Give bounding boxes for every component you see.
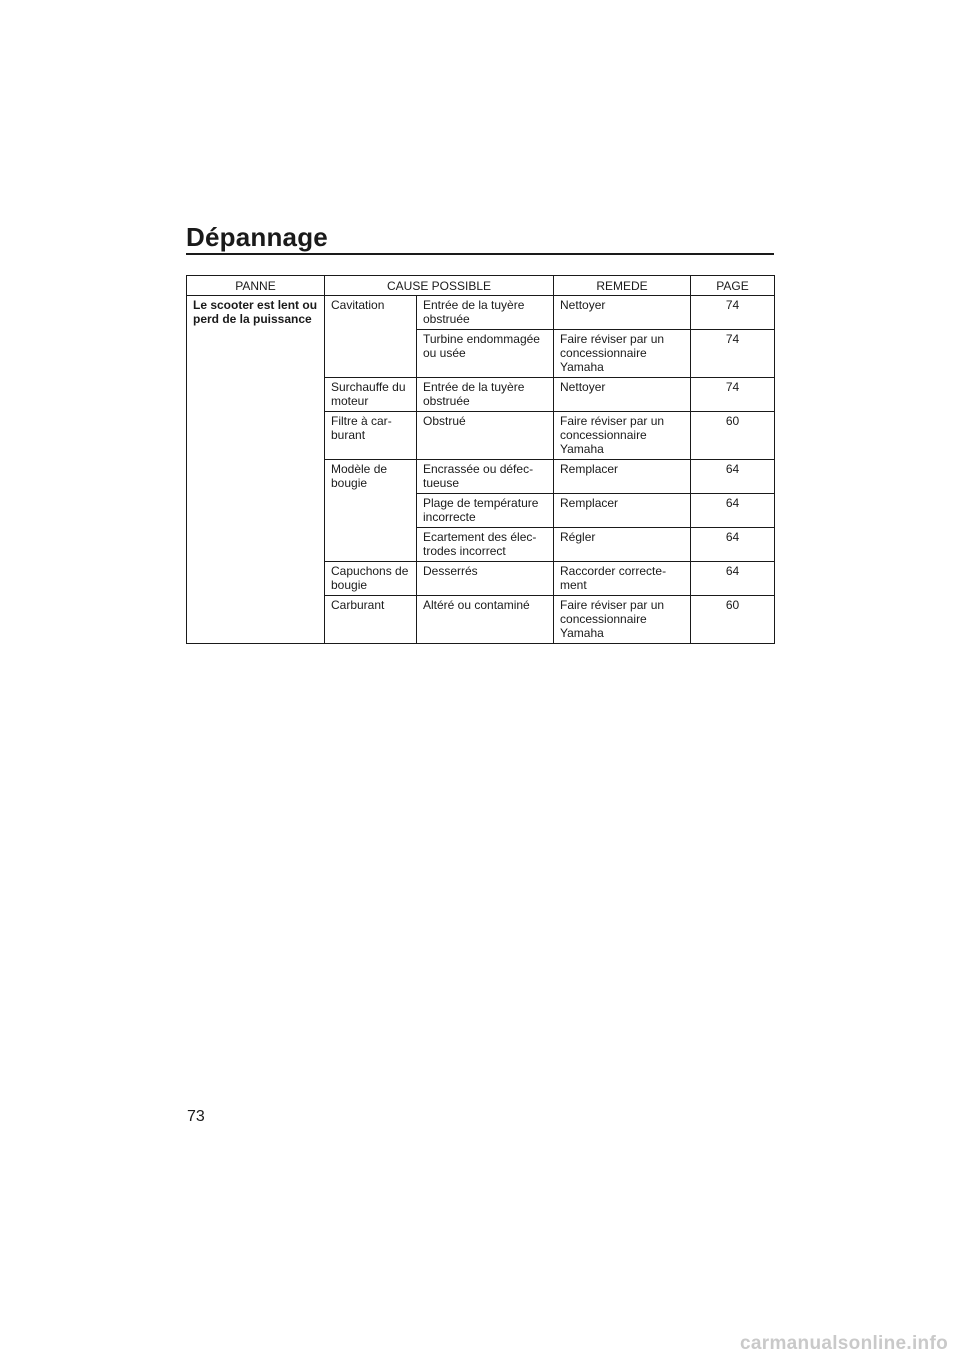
detail-cell: Altéré ou contaminé: [417, 596, 554, 644]
header-remede: REMEDE: [554, 276, 691, 296]
detail-cell: Desserrés: [417, 562, 554, 596]
page-ref-cell: 64: [691, 460, 775, 494]
remede-cell: Nettoyer: [554, 296, 691, 330]
remede-cell: Nettoyer: [554, 378, 691, 412]
detail-cell: Entrée de la tuyère obstruée: [417, 296, 554, 330]
detail-cell: Encrassée ou défectueuse: [417, 460, 554, 494]
page-title: Dépannage: [186, 222, 328, 252]
page-number: 73: [187, 1108, 205, 1125]
remede-cell: Faire réviser par un concessionnaire Yamaha: [554, 412, 691, 460]
detail-cell: Turbine endommagée ou usée: [417, 330, 554, 378]
table-header: [187, 276, 775, 296]
cause-cell: Capuchons de bougie: [325, 562, 417, 596]
remede-cell: Faire réviser par un concessionnaire Yamaha: [554, 596, 691, 644]
detail-cell: Entrée de la tuyère obstruée: [417, 378, 554, 412]
cause-cell: Surchauffe du moteur: [325, 378, 417, 412]
detail-cell: Plage de température incorrecte: [417, 494, 554, 528]
detail-cell: Ecartement des électrodes incorrect: [417, 528, 554, 562]
footer-watermark: carmanualsonline.info: [740, 1333, 948, 1354]
title-rule: [186, 253, 774, 255]
header-panne: PANNE: [187, 276, 325, 296]
cause-cell: Carburant: [325, 596, 417, 644]
remede-cell: Faire réviser par un concessionnaire Yamaha: [554, 330, 691, 378]
remede-cell: Raccorder correctement: [554, 562, 691, 596]
remede-cell: Remplacer: [554, 494, 691, 528]
detail-cell: Obstrué: [417, 412, 554, 460]
cause-cell: Modèle de bougie: [325, 460, 417, 562]
header-cause: CAUSE POSSIBLE: [325, 276, 554, 296]
table-body: [187, 296, 775, 644]
troubleshooting-table: [186, 275, 775, 644]
page-ref-cell: 74: [691, 296, 775, 330]
page-ref-cell: 60: [691, 596, 775, 644]
page-ref-cell: 74: [691, 330, 775, 378]
page-ref-cell: 64: [691, 528, 775, 562]
page-ref-cell: 60: [691, 412, 775, 460]
table-row: [187, 296, 775, 330]
page-ref-cell: 64: [691, 494, 775, 528]
cause-cell: Cavitation: [325, 296, 417, 378]
remede-cell: Remplacer: [554, 460, 691, 494]
panne-cell: Le scooter est lent ou perd de la puissance: [187, 296, 325, 644]
remede-cell: Régler: [554, 528, 691, 562]
header-page: PAGE: [691, 276, 775, 296]
page-ref-cell: 74: [691, 378, 775, 412]
cause-cell: Filtre à carburant: [325, 412, 417, 460]
page-ref-cell: 64: [691, 562, 775, 596]
